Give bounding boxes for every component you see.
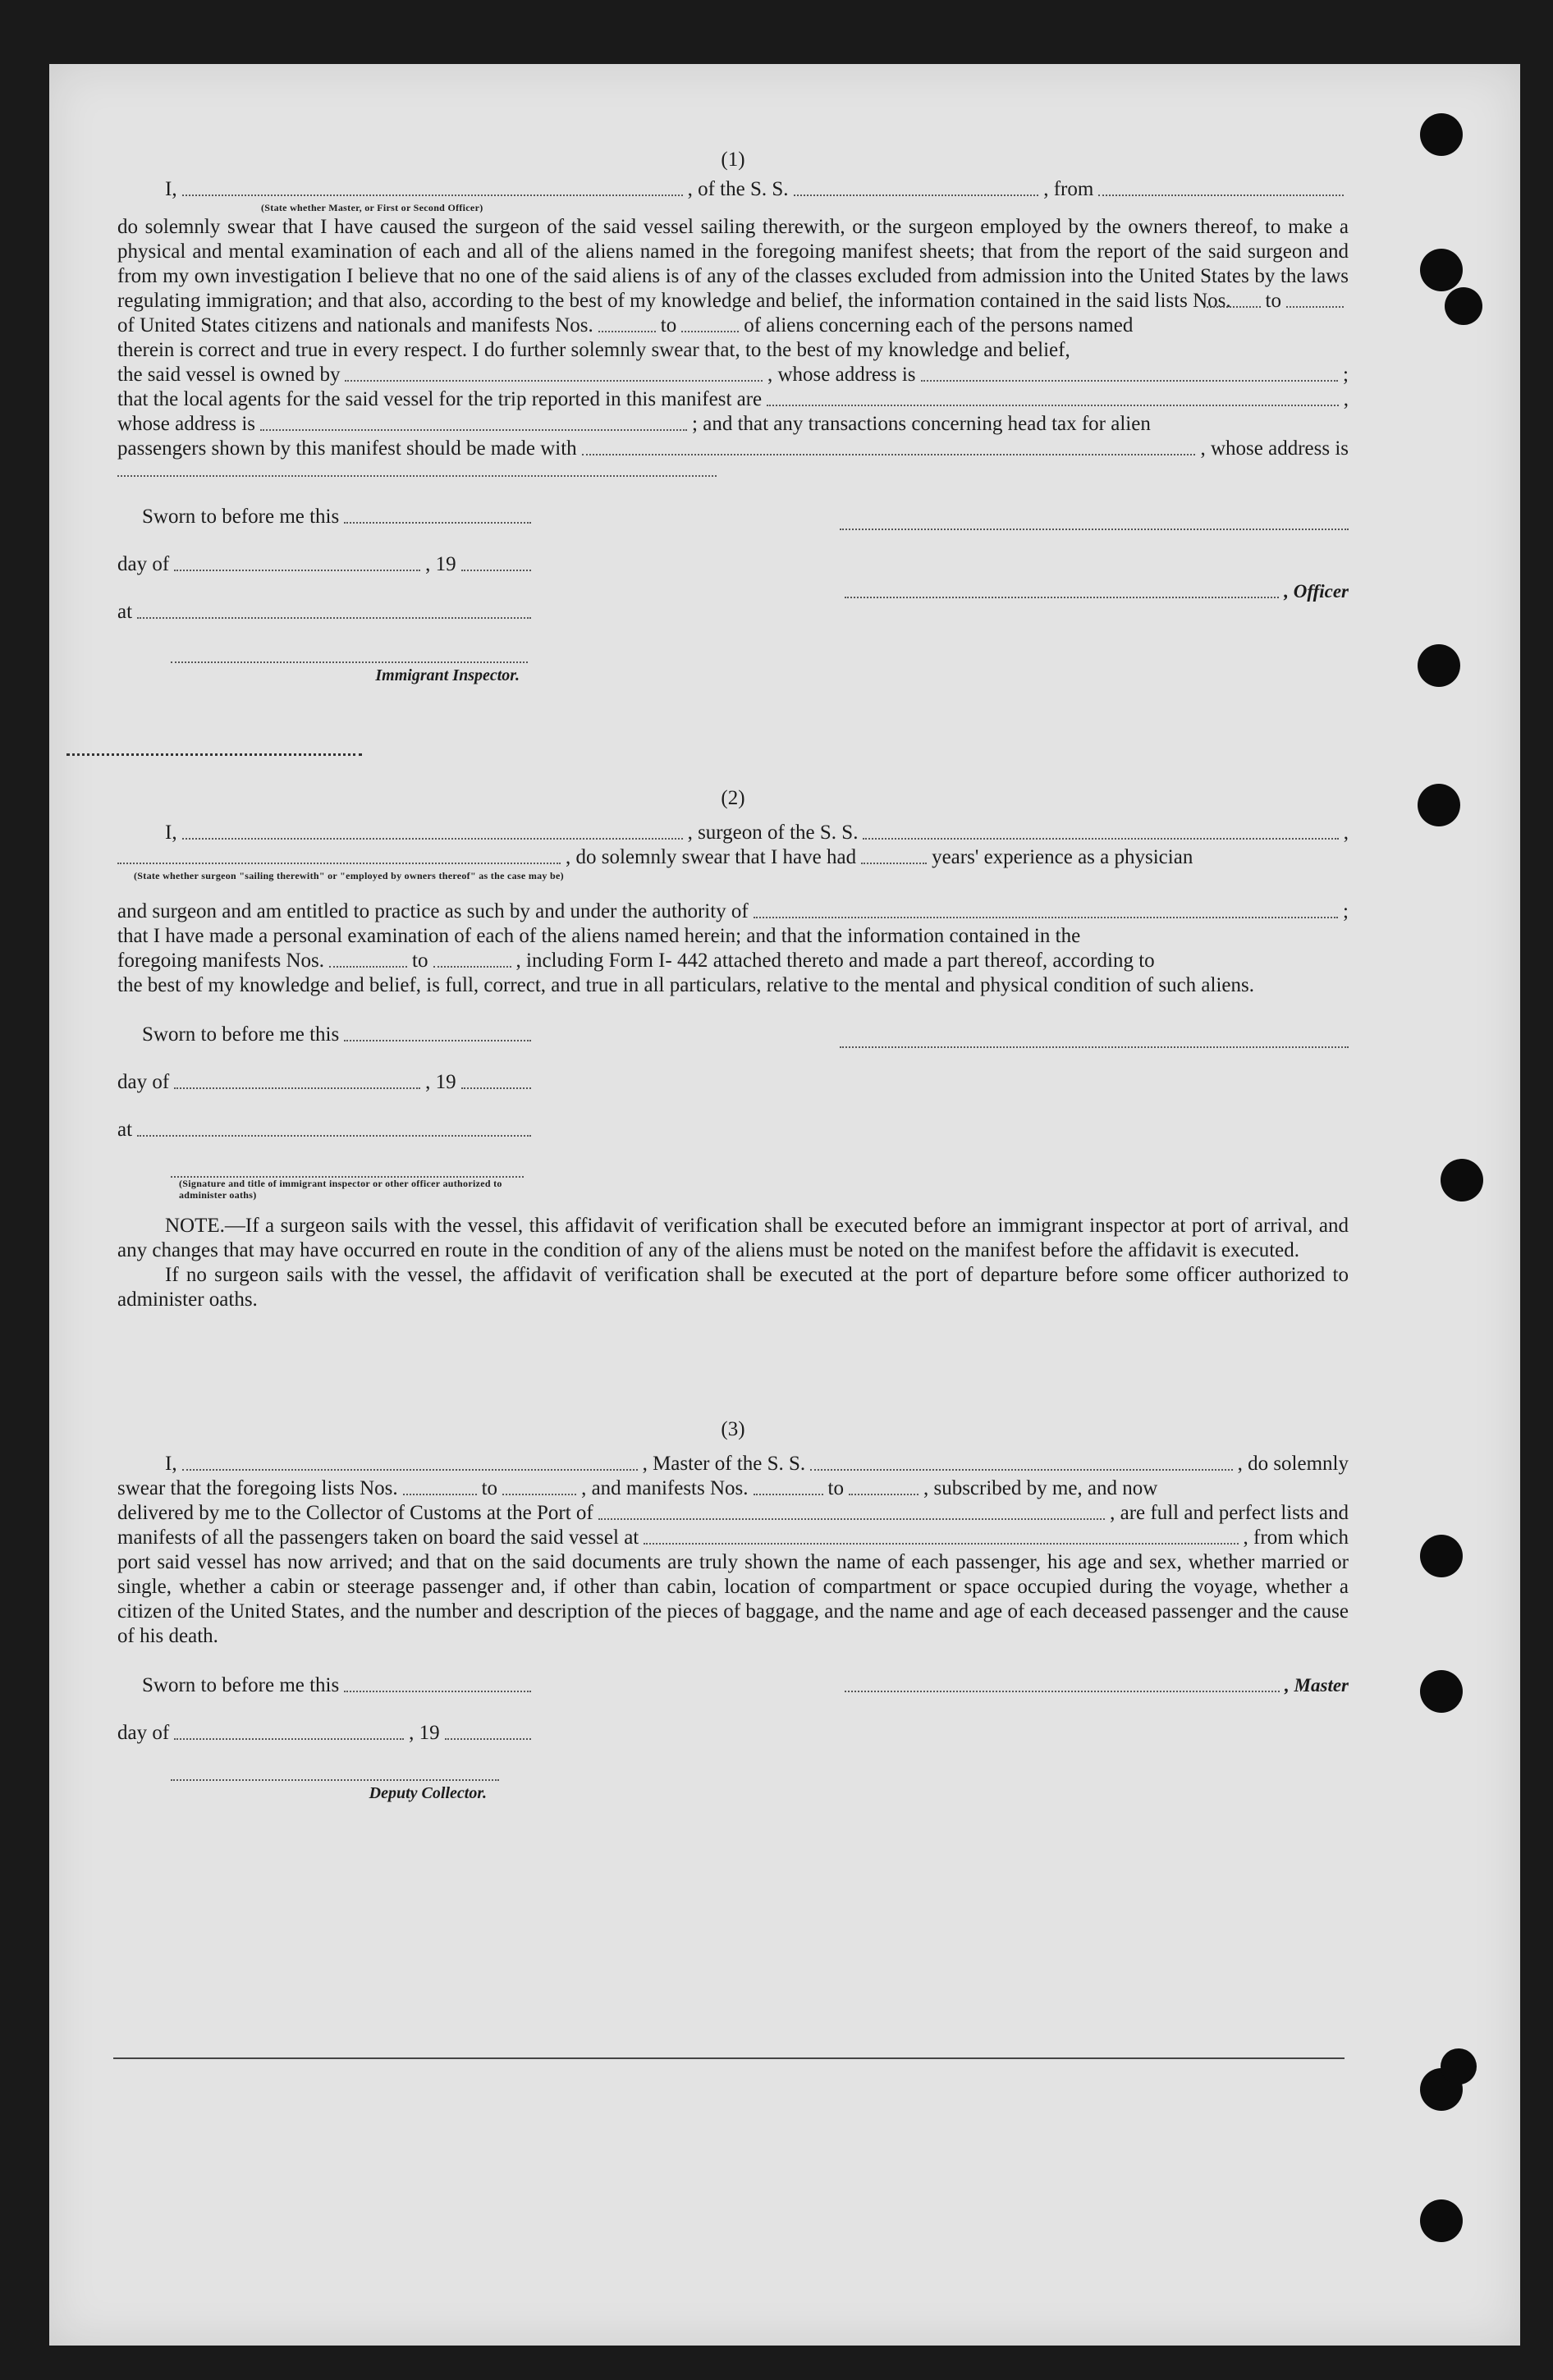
citizens-manifests-label: of United States citizens and nationals and manifests Nos. bbox=[117, 314, 593, 336]
to-label: to bbox=[1265, 290, 1281, 312]
i-label-3: I, bbox=[165, 1453, 177, 1475]
foregoing-to-field[interactable] bbox=[433, 965, 511, 968]
sworn-date-field-3[interactable] bbox=[344, 1690, 531, 1692]
signature-caption: (Signature and title of immigrant inspector or other officer authorized to administer oaths) bbox=[179, 1178, 502, 1201]
officer-signature-field[interactable] bbox=[845, 596, 1279, 598]
section-2-number: (2) bbox=[721, 787, 745, 809]
binder-hole bbox=[1420, 1535, 1463, 1577]
at-label: at bbox=[117, 601, 133, 623]
boarding-port-field[interactable] bbox=[644, 1542, 1238, 1545]
lists-to-field-3[interactable] bbox=[502, 1493, 576, 1495]
section-2-body-a: that I have made a personal examination of each of the aliens named herein; and that the information contained in the bbox=[117, 925, 1081, 947]
section-3-body: port said vessel has now arrived; and that on the said documents are truly shown the name of each passenger, his age and sex, whether married or single, whether a cabin or steerage passenger and, if other than cabin, location of compartment or space occupied during the voyage, whether a citizen of the United States, and the number and description of the pieces of baggage, and the name and age of each deceased passenger and the cause of his death. bbox=[117, 1551, 1349, 1647]
manifests-all-label: manifests of all the passengers taken on board the said vessel at bbox=[117, 1526, 639, 1549]
swear-lists-label: swear that the foregoing lists Nos. bbox=[117, 1477, 398, 1499]
passengers-label: passengers shown by this manifest should be made with bbox=[117, 437, 577, 460]
sworn-label-3: Sworn to before me this bbox=[142, 1674, 340, 1696]
surgeon-name-field[interactable] bbox=[182, 837, 683, 840]
head-tax-label: ; and that any transactions concerning head tax for alien bbox=[692, 413, 1151, 435]
note-paragraph-a bbox=[117, 1214, 1349, 1263]
master-of-label: , Master of the S. S. bbox=[642, 1453, 806, 1475]
binder-hole bbox=[1418, 784, 1460, 826]
place-field[interactable] bbox=[137, 616, 531, 619]
surgeon-caption: (State whether surgeon "sailing therewith" or "employed by owners thereof" as the case may be) bbox=[134, 870, 564, 881]
bottom-rule bbox=[113, 2057, 1345, 2059]
delivered-label: delivered by me to the Collector of Customs at the Port of bbox=[117, 1502, 593, 1524]
surgeon-signature-field[interactable] bbox=[840, 1046, 1349, 1048]
year-field-3[interactable] bbox=[445, 1737, 531, 1740]
month-field[interactable] bbox=[174, 569, 420, 571]
section-1-body-b: therein is correct and true in every respect. I do further solemnly swear that, to the best of my knowledge and belief, bbox=[117, 339, 1070, 361]
owner-address-field[interactable] bbox=[921, 379, 1339, 382]
whose-address-label-2: whose address is bbox=[117, 413, 256, 435]
i-label: I, bbox=[165, 178, 177, 200]
section-2-body-b: the best of my knowledge and belief, is full, correct, and true in all particulars, relative to the mental and physical condition of such aliens. bbox=[117, 974, 1254, 996]
and-manifests-label: , and manifests Nos. bbox=[581, 1477, 749, 1499]
manifests-to-field-3[interactable] bbox=[849, 1493, 919, 1495]
year-label-2: , 19 bbox=[425, 1071, 456, 1093]
swear-had-label: , do solemnly swear that I have had bbox=[566, 846, 857, 868]
officer-caption: (State whether Master, or First or Second Officer) bbox=[261, 202, 483, 213]
head-tax-contact-field[interactable] bbox=[582, 453, 1196, 455]
manifests-to-field[interactable] bbox=[681, 330, 739, 332]
to-label: to bbox=[660, 314, 677, 336]
foregoing-from-field[interactable] bbox=[329, 965, 407, 968]
collector-caption: Deputy Collector. bbox=[369, 1784, 487, 1802]
do-solemnly-label: , do solemnly bbox=[1237, 1453, 1349, 1475]
binder-hole bbox=[1420, 113, 1463, 156]
year-label-3: , 19 bbox=[409, 1722, 440, 1744]
note-label: NOTE. bbox=[165, 1215, 225, 1237]
sworn-date-field[interactable] bbox=[344, 521, 531, 524]
whose-address-label-3: , whose address is bbox=[1200, 437, 1349, 460]
master-name-field[interactable] bbox=[182, 1468, 638, 1471]
of-ss-label: , of the S. S. bbox=[687, 178, 789, 200]
binder-hole bbox=[1445, 287, 1482, 325]
section-1-body-a: do solemnly swear that I have caused the surgeon of the said vessel sailing therewith, or the surgeon employed by the owners thereof, to make a physical and mental examination of each and all of the aliens named in the foregoing manifest sheets; that from the report of the said surgeon and from my own investigation I believe that no one of the said aliens is of any of the classes excluded from admission into the United States by the laws regulating immigration; and that also, according to the best of my knowledge and belief, the information contained in the said lists Nos. bbox=[117, 216, 1349, 312]
authority-label: and surgeon and am entitled to practice as such by and under the authority of bbox=[117, 900, 749, 922]
i-label-2: I, bbox=[165, 822, 177, 844]
agents-address-field[interactable] bbox=[260, 428, 687, 431]
to-label-3b: to bbox=[827, 1477, 844, 1499]
surgeon-ship-field[interactable] bbox=[863, 837, 1338, 840]
owned-by-label: the said vessel is owned by bbox=[117, 364, 341, 386]
binder-hole bbox=[1420, 249, 1463, 291]
to-label-2: to bbox=[412, 950, 428, 972]
port-field[interactable] bbox=[598, 1517, 1105, 1520]
margin-mark bbox=[66, 753, 362, 756]
sworn-label-2: Sworn to before me this bbox=[142, 1023, 340, 1046]
master-signature-field[interactable] bbox=[845, 1690, 1280, 1692]
officer-signature-top[interactable] bbox=[840, 528, 1349, 530]
month-field-2[interactable] bbox=[174, 1087, 420, 1089]
officer-label: , Officer bbox=[1284, 581, 1349, 602]
years-field[interactable] bbox=[861, 862, 927, 864]
day-of-label-3: day of bbox=[117, 1722, 170, 1744]
lists-to-field[interactable] bbox=[1286, 305, 1344, 308]
authority-field[interactable] bbox=[754, 916, 1338, 918]
year-field[interactable] bbox=[461, 569, 531, 571]
place-field-2[interactable] bbox=[137, 1134, 531, 1137]
officer-name-field[interactable] bbox=[182, 194, 683, 196]
master-ship-field[interactable] bbox=[810, 1468, 1232, 1471]
sworn-date-field-2[interactable] bbox=[344, 1039, 531, 1041]
sworn-label: Sworn to before me this bbox=[142, 506, 340, 528]
section-1-number: (1) bbox=[721, 149, 745, 171]
head-tax-address-field[interactable] bbox=[117, 474, 717, 477]
day-of-label-2: day of bbox=[117, 1071, 170, 1093]
years-exp-label: years' experience as a physician bbox=[932, 846, 1193, 868]
inspector-caption: Immigrant Inspector. bbox=[375, 666, 520, 684]
from-label: , from bbox=[1043, 178, 1094, 200]
from-which-label: , from which bbox=[1243, 1526, 1349, 1549]
binder-hole bbox=[1420, 2199, 1463, 2242]
form-label: , including Form I- 442 attached thereto and made a part thereof, according to bbox=[515, 950, 1155, 972]
binder-hole bbox=[1420, 1670, 1463, 1713]
foregoing-label: foregoing manifests Nos. bbox=[117, 950, 325, 972]
whose-address-label: , whose address is bbox=[767, 364, 916, 386]
master-label: , Master bbox=[1285, 1675, 1349, 1696]
ship-name-field[interactable] bbox=[794, 194, 1039, 196]
at-label-2: at bbox=[117, 1119, 133, 1141]
note-text-a: —If a surgeon sails with the vessel, this affidavit of verification shall be executed before an immigrant inspector at port of arrival, and any changes that may have occurred en route in the condition of any of the aliens must be noted on the manifest before the affidavit is executed. bbox=[117, 1215, 1349, 1261]
binder-hole bbox=[1441, 1159, 1483, 1201]
binder-hole bbox=[1418, 644, 1460, 687]
agents-field[interactable] bbox=[767, 404, 1339, 406]
note-paragraph-b: If no surgeon sails with the vessel, the affidavit of verification shall be executed at the port of departure before some officer authorized to administer oaths. bbox=[117, 1264, 1349, 1311]
year-label: , 19 bbox=[425, 553, 456, 575]
affidavit-content: (1) I, , of the S. S. , from (State whether Master, or First or Second Officer) do solemnly swear that I have caused the surgeon of the said vessel sailing therewith, or the surgeon employed by the owners thereof, to make a physical and mental examination of each and all of the aliens named in the foregoing manifest sheets; that from the report of the said surgeon and from my own investigation I believe that no one of the said aliens is of any of the classes excluded from admission into the United States by the laws regulating immigration; and that also, according to the best of my knowledge and belief, the information contained in the said lists Nos. to of United States citizens and nationals and manifests Nos. to of aliens concerning each of the persons named therein is correct and true in every respect. I do further solemnly swear that, to the best of my knowledge and belief, the said vessel is owned by , whose address is ; that the local agents for the said vessel for the trip reported in this manifest are , whose address is ; and that any transactions concerning head tax for alien passengers shown by this manifest should be made with , whose address is Sworn to before me this day of , 19 at Immigrant Inspector. , Officer (2) I, , surgeon of the S. S. , , do solemnly swear that I have had years' experience as a physician (State whether surgeon "sailing therewith" or "employed by owners thereof" as the case may be) and surgeon and am entitled to practice as such by and under the authority of ; that I have made a personal examination of each of the aliens named herein; and that the information contained in the foregoing manifests Nos. to , including Form I- 442 attached thereto and made a part thereof, according to the best of my knowledge and belief, is full, correct, and true in all particulars, relative to the mental and physical condition of such aliens. Sworn to before me this day of , 19 at (Signature and title of immigrant inspector or other officer authorized to administer oaths) NOTE.—If a surgeon sails with the vessel, this affidavit of verification shall be executed before an immigrant inspector at port of arrival, and any changes that may have occurred en route in the condition of any of the aliens must be noted on the manifest before the affidavit is executed. If no surgeon sails with the vessel, the affidavit of verification shall be executed at the port of departure before some officer authorized to administer oaths. (3) I, , Master of the S. S. , do solemnly swear that the foregoing lists Nos. to , and manifests Nos. to , subscribed by me, and now delivered by me to the Collector of Customs at the Port of , are full and perfect lists and manifests of all the passengers taken on board the said vessel at , from which port said vessel has now arrived; and that on the said documents are truly shown the name of each passenger, his age and sex, whether married or single, whether a cabin or steerage passenger and, if other than cabin, location of compartment or space occupied during the voyage, whether a citizen of the United States, and the number and description of the pieces of baggage, and the name and age of each deceased passenger and the cause of his death. Sworn to before me this day of , 19 Deputy Collector. , Master bbox=[117, 148, 1349, 1806]
surgeon-of-label: , surgeon of the S. S. bbox=[687, 822, 859, 844]
binder-hole bbox=[1441, 2048, 1477, 2085]
manifests-from-field-3[interactable] bbox=[754, 1493, 823, 1495]
agents-label: that the local agents for the said vessel for the trip reported in this manifest are bbox=[117, 388, 763, 410]
section-3-number: (3) bbox=[721, 1418, 745, 1440]
surgeon-status-field[interactable] bbox=[117, 862, 561, 864]
lists-from-field[interactable] bbox=[1203, 305, 1261, 308]
month-field-3[interactable] bbox=[174, 1737, 404, 1740]
day-of-label: day of bbox=[117, 553, 170, 575]
from-port-field[interactable] bbox=[1098, 194, 1344, 196]
owner-field[interactable] bbox=[345, 379, 763, 382]
full-perfect-label: , are full and perfect lists and bbox=[1110, 1502, 1349, 1524]
to-label-3: to bbox=[481, 1477, 498, 1499]
year-field-2[interactable] bbox=[461, 1087, 531, 1089]
aliens-concerning-label: of aliens concerning each of the persons named bbox=[744, 314, 1134, 336]
lists-from-field-3[interactable] bbox=[403, 1493, 477, 1495]
subscribed-label: , subscribed by me, and now bbox=[923, 1477, 1158, 1499]
manifests-from-field[interactable] bbox=[598, 330, 656, 332]
